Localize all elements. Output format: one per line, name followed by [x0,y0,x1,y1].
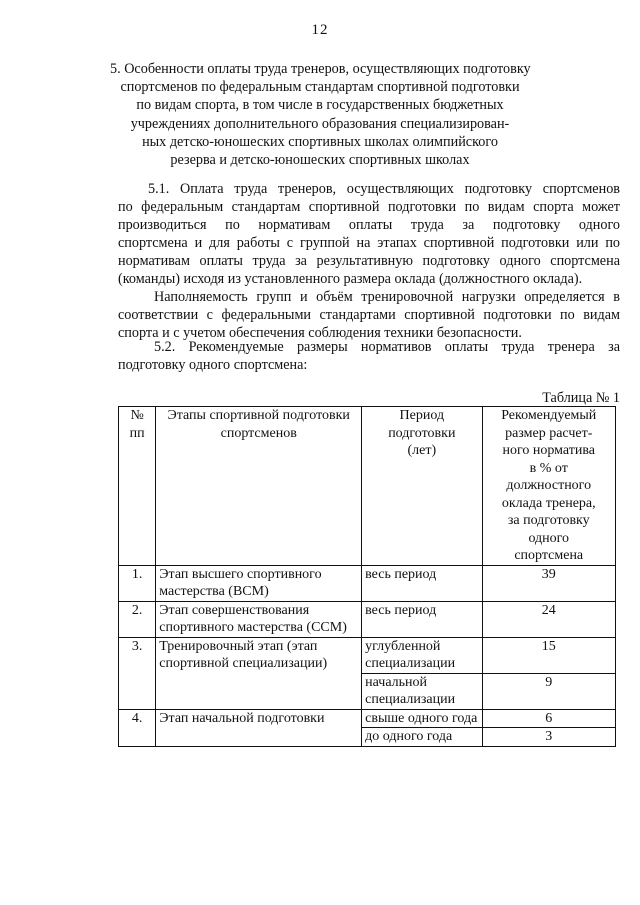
cell-stage: Этап высшего спортивного мастерства (ВСМ) [156,565,362,601]
header-line: (лет) [407,443,437,458]
heading-line: ных детско-юношеских спортивных школах олимпийского [142,133,498,150]
cell-period: до одного года [362,728,482,747]
header-line: ного норматива [502,443,596,458]
heading-line: спортсменов по федеральным стандартам спортивной подготовки [120,79,520,96]
paragraph-line: производиться по нормативам оплаты труда за подготовку одного [118,217,620,234]
paragraph-line: спорта и с учетом обеспечения соблюдения техники безопасности. [118,325,522,342]
cell-rate: 39 [482,565,616,601]
cell-stage: Этап начальной подготовки [156,709,362,746]
header-line: подготовки [388,425,456,441]
header-line: размер расчет- [505,425,593,441]
header-stage [156,407,362,566]
cell-period: весь период [362,601,482,637]
paragraph-line: Наполняемость групп и объём тренировочной нагрузки определяется в [154,289,620,305]
cell-period: свыше одного года [362,709,482,728]
heading-line: по видам спорта, в том числе в государственных бюджетных [136,97,504,114]
section-heading [110,60,530,169]
header-line: Этапы спортивной подготовки [167,408,350,423]
header-rate [482,407,616,566]
cell-period: начальной специализации [362,673,482,709]
paragraph-line: 5.1. Оплата труда тренеров, осуществляющих подготовку спортсменов [148,181,620,197]
header-line: оклада тренера, [501,495,596,511]
header-period [362,407,482,566]
paragraph-line: (команды) исходя из установленного размера оклада (должностного оклада). [118,271,583,288]
cell-period: углубленной специализации [362,637,482,673]
paragraph-line: по федеральным стандартам спортивной подготовки по видам спорта может [118,199,620,216]
header-line: одного [528,530,570,546]
heading-line: резерва и детско-юношеских спортивных школах [170,152,470,169]
header-line: Рекомендуемый [501,408,597,423]
header-line: должностного [506,478,592,493]
table-row [119,565,616,601]
heading-line: учреждениях дополнительного образования специализирован- [130,115,510,132]
heading-line: 5. Особенности оплаты труда тренеров, осуществляющих подготовку [110,61,531,77]
table-header-row [119,407,616,566]
table-caption: Таблица № 1 [542,390,620,406]
header-line: спортсмена [514,548,584,563]
cell-num: 1. [119,565,156,601]
paragraph-line: спортсмена и для работы с группой на этапах спортивной подготовки или по [118,235,620,252]
cell-rate: 6 [482,709,616,728]
cell-rate: 9 [482,673,616,709]
cell-period: весь период [362,565,482,601]
cell-num: 2. [119,601,156,637]
cell-rate: 3 [482,728,616,747]
cell-rate: 15 [482,637,616,673]
cell-num: 4. [119,709,156,746]
header-line: № [130,408,144,423]
paragraph-5-2 [118,338,620,374]
table-row [119,601,616,637]
page-number: 12 [311,22,329,38]
header-line: в % от [529,460,568,476]
table-row [119,709,616,728]
header-line: спортсменов [220,425,297,441]
header-line: за подготовку [507,513,590,528]
header-line: Период [399,408,445,423]
cell-stage: Этап совершенствования спортивного мастерства (ССМ) [156,601,362,637]
norms-table [118,406,616,747]
header-line: пп [129,425,145,441]
paragraph-capacity [118,288,620,342]
header-num [119,407,156,566]
paragraph-line: нормативам оплаты труда за результативную подготовку одного спортсмена [118,253,620,270]
cell-rate: 24 [482,601,616,637]
cell-num: 3. [119,637,156,709]
table-row [119,637,616,673]
paragraph-line: соответствии с федеральными стандартами спортивной подготовки по видам [118,307,620,324]
paragraph-line: подготовку одного спортсмена: [118,357,308,374]
cell-stage: Тренировочный этап (этап спортивной специализации) [156,637,362,709]
paragraph-line: 5.2. Рекомендуемые размеры нормативов оплаты труда тренера за [154,339,620,355]
paragraph-5-1 [118,180,620,289]
